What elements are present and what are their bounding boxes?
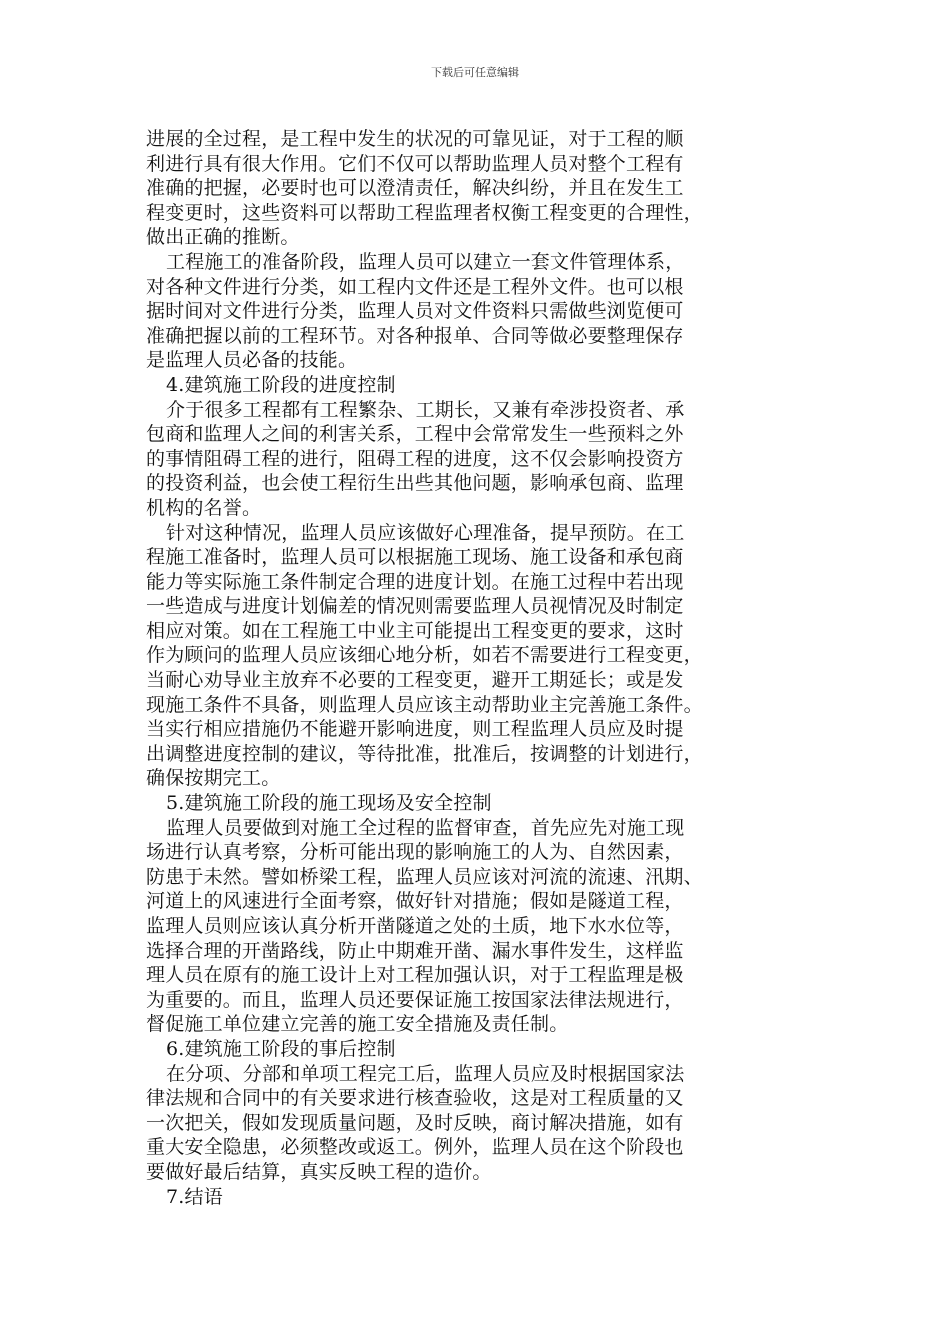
- text-line: 程变更时，这些资料可以帮助工程监理者权衡工程变更的合理性，: [146, 201, 703, 224]
- section-heading: 6.建筑施工阶段的事后控制: [166, 1037, 396, 1060]
- text-line: 做出正确的推断。: [146, 226, 300, 249]
- text-line: 机构的名誉。: [146, 496, 262, 519]
- text-line: 进展的全过程，是工程中发生的状况的可靠见证，对于工程的顺: [146, 128, 684, 150]
- text-line: 选择合理的开凿路线，防止中期难开凿、漏水事件发生，这样监: [146, 939, 684, 962]
- text-line: 据时间对文件进行分类，监理人员对文件资料只需做些浏览便可: [146, 300, 684, 323]
- text-line: 程施工准备时，监理人员可以根据施工现场、施工设备和承包商: [146, 546, 684, 569]
- paragraph-first-line: 监理人员要做到对施工全过程的监督审查，首先应先对施工现: [166, 816, 685, 839]
- text-line: 河道上的风速进行全面考察，做好针对措施；假如是隧道工程，: [146, 890, 684, 913]
- text-line: 场进行认真考察，分析可能出现的影响施工的人为、自然因素，: [146, 841, 684, 864]
- text-line: 督促施工单位建立完善的施工安全措施及责任制。: [146, 1013, 569, 1036]
- text-line: 理人员在原有的施工设计上对工程加强认识，对于工程监理是极: [146, 964, 684, 987]
- section-heading: 5.建筑施工阶段的施工现场及安全控制: [166, 792, 492, 815]
- text-line: 为重要的。而且，监理人员还要保证施工按国家法律法规进行，: [146, 988, 684, 1011]
- text-line: 当耐心劝导业主放弃不必要的工程变更，避开工期延长；或是发: [146, 669, 684, 692]
- text-line: 的投资利益，也会使工程衍生出些其他问题，影响承包商、监理: [146, 472, 684, 495]
- text-line: 对各种文件进行分类，如工程内文件还是工程外文件。也可以根: [146, 275, 684, 298]
- text-line: 相应对策。如在工程施工中业主可能提出工程变更的要求，这时: [146, 619, 684, 642]
- paragraph-first-line: 工程施工的准备阶段，监理人员可以建立一套文件管理体系，: [166, 250, 685, 273]
- text-line: 的事情阻碍工程的进行，阻碍工程的进度，这不仅会影响投资方: [146, 447, 684, 470]
- text-line: 监理人员则应该认真分析开凿隧道之处的土质，地下水水位等，: [146, 915, 684, 937]
- section-heading: 7.结语: [166, 1185, 223, 1208]
- text-line: 包商和监理人之间的利害关系，工程中会常常发生一些预料之外: [146, 423, 684, 446]
- text-line: 一些造成与进度计划偏差的情况则需要监理人员视情况及时制定: [146, 595, 684, 618]
- text-line: 当实行相应措施仍不能避开影响进度，则工程监理人员应及时提: [146, 718, 684, 741]
- text-line: 一次把关，假如发现质量问题，及时反映，商讨解决措施，如有: [146, 1111, 684, 1134]
- paragraph-first-line: 介于很多工程都有工程繁杂、工期长，又兼有牵涉投资者、承: [166, 398, 685, 421]
- text-line: 防患于未然。譬如桥梁工程，监理人员应该对河流的流速、汛期、: [146, 865, 703, 888]
- text-line: 是监理人员必备的技能。: [146, 349, 358, 372]
- paragraph-first-line: 在分项、分部和单项工程完工后，监理人员应及时根据国家法: [166, 1062, 685, 1085]
- text-line: 准确的把握，必要时也可以澄清责任，解决纠纷，并且在发生工: [146, 177, 684, 200]
- text-line: 能力等实际施工条件制定合理的进度计划。在施工过程中若出现: [146, 570, 684, 593]
- text-line: 作为顾问的监理人员应该细心地分析，如若不需要进行工程变更，: [146, 644, 703, 667]
- page-header: 下载后可任意编辑: [431, 66, 519, 79]
- paragraph-first-line: 针对这种情况，监理人员应该做好心理准备，提早预防。在工: [166, 521, 685, 544]
- text-line: 律法规和合同中的有关要求进行核查验收，这是对工程质量的又: [146, 1087, 684, 1110]
- text-line: 出调整进度控制的建议，等待批准，批准后，按调整的计划进行，: [146, 742, 703, 765]
- text-line: 现施工条件不具备，则监理人员应该主动帮助业主完善施工条件。: [146, 693, 703, 716]
- text-line: 确保按期完工。: [146, 767, 281, 790]
- text-line: 利进行具有很大作用。它们不仅可以帮助监理人员对整个工程有: [146, 152, 684, 175]
- text-line: 要做好最后结算，真实反映工程的造价。: [146, 1160, 492, 1183]
- document-body: [146, 127, 786, 1209]
- section-heading: 4.建筑施工阶段的进度控制: [166, 373, 396, 396]
- text-line: 准确把握以前的工程环节。对各种报单、合同等做必要整理保存: [146, 324, 684, 347]
- text-line: 重大安全隐患，必须整改或返工。例外，监理人员在这个阶段也: [146, 1136, 684, 1159]
